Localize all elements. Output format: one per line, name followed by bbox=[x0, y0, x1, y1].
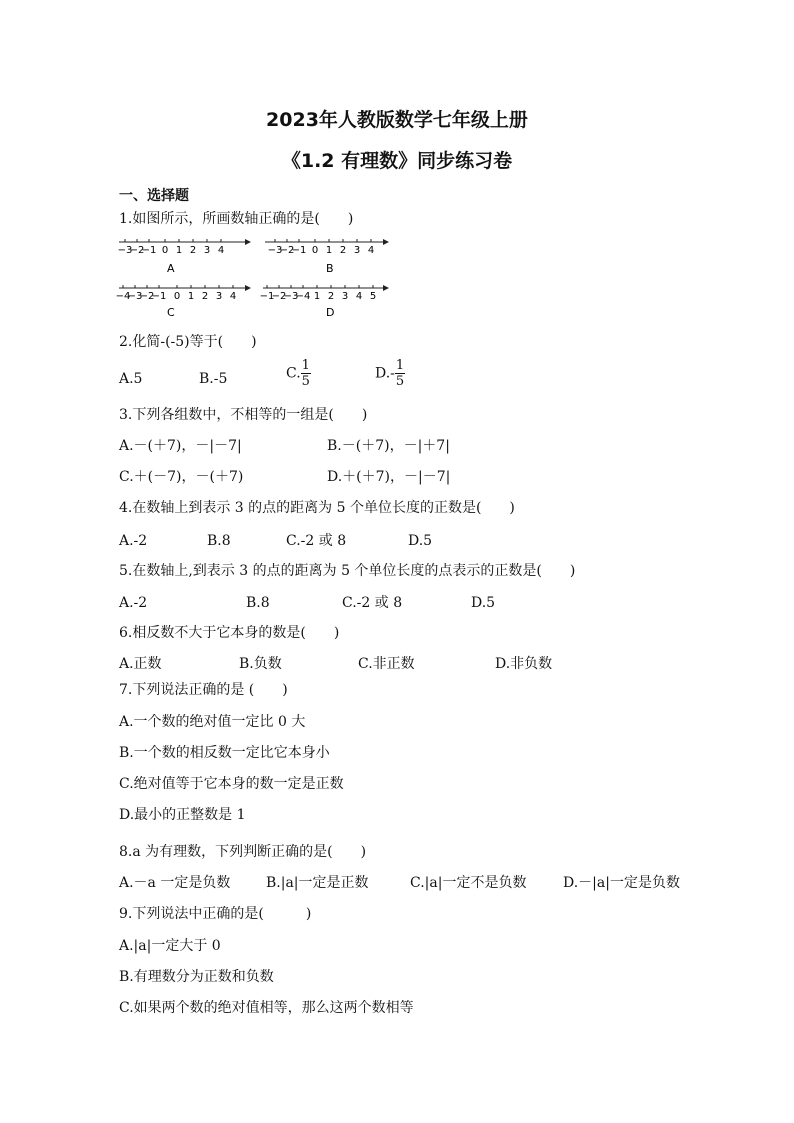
axis-d-arrow bbox=[383, 285, 389, 291]
axis-tick-label: 3 bbox=[341, 291, 349, 302]
q9-option-a: A.|a|一定大于 0 bbox=[119, 938, 221, 954]
axis-b-arrow bbox=[383, 239, 389, 245]
q4-stem: 4.在数轴上到表示 3 的点的距离为 5 个单位长度的正数是( ) bbox=[119, 500, 515, 516]
axis-tick-label: 1 bbox=[313, 291, 321, 302]
section-heading: 一、选择题 bbox=[119, 188, 189, 204]
axis-tick-label: 4 bbox=[355, 291, 363, 302]
q2-option-d bbox=[375, 358, 405, 389]
axis-tick-label: 0 bbox=[173, 291, 181, 302]
q6-option-a: A.正数 bbox=[119, 656, 162, 672]
axis-a-letter: A bbox=[167, 262, 175, 275]
axis-tick-label: 3 bbox=[353, 245, 361, 256]
axis-tick-label: −3 bbox=[117, 245, 133, 256]
axis-tick-label: −3 bbox=[267, 245, 283, 256]
axis-tick-label: −1 bbox=[259, 291, 275, 302]
q8-option-c: C.|a|一定不是负数 bbox=[410, 875, 527, 891]
page-title: 2023年人教版数学七年级上册 bbox=[266, 109, 528, 131]
axis-tick-label: 2 bbox=[327, 291, 335, 302]
q5-option-b: B.8 bbox=[246, 595, 270, 611]
axis-tick-label: 0 bbox=[161, 245, 169, 256]
axis-c-letter: C bbox=[167, 306, 175, 319]
axis-tick-label: 2 bbox=[201, 291, 209, 302]
axis-d bbox=[260, 285, 389, 319]
q5-option-c: C.-2 或 8 bbox=[342, 595, 403, 611]
axis-tick-label: −1 bbox=[141, 245, 157, 256]
axis-tick-label: 4 bbox=[217, 245, 225, 256]
q9-option-b: B.有理数分为正数和负数 bbox=[119, 969, 274, 985]
axis-c bbox=[116, 285, 251, 319]
axis-d-letter: D bbox=[326, 306, 335, 319]
q6-option-c: C.非正数 bbox=[358, 656, 415, 672]
axis-b bbox=[265, 239, 389, 275]
axis-tick-label: −4 bbox=[115, 291, 131, 302]
q3-option-c: C.＋(－7)，－(＋7) bbox=[119, 469, 244, 485]
q5-option-d: D.5 bbox=[471, 595, 496, 611]
axis-b-letter: B bbox=[326, 262, 334, 275]
q2-option-d-prefix: D.- bbox=[375, 365, 395, 382]
q2-option-c-prefix: C. bbox=[286, 365, 301, 382]
q3-option-b: B.－(＋7)，－|＋7| bbox=[327, 438, 450, 454]
q6-stem: 6.相反数不大于它本身的数是( ) bbox=[119, 625, 340, 641]
q2-option-b: B.-5 bbox=[199, 371, 228, 387]
q5-stem: 5.在数轴上,到表示 3 的点的距离为 5 个单位长度的点表示的正数是( ) bbox=[119, 563, 576, 579]
q2-option-c bbox=[286, 358, 311, 389]
q2-option-c-denominator: 5 bbox=[301, 374, 310, 389]
q2-option-d-denominator: 5 bbox=[395, 374, 405, 389]
q4-option-a: A.-2 bbox=[119, 533, 148, 549]
q7-option-c: C.绝对值等于它本身的数一定是正数 bbox=[119, 776, 344, 792]
q8-stem: 8.a 为有理数，下列判断正确的是( ) bbox=[119, 844, 367, 860]
axis-tick-label: −3 bbox=[127, 291, 143, 302]
q3-stem: 3.下列各组数中，不相等的一组是( ) bbox=[119, 407, 368, 423]
axis-tick-label: −2 bbox=[129, 245, 145, 256]
q4-option-d: D.5 bbox=[408, 533, 433, 549]
axis-tick-label: −1 bbox=[291, 245, 307, 256]
axis-tick-label: 4 bbox=[367, 245, 375, 256]
axis-tick-label: −2 bbox=[271, 291, 287, 302]
axis-tick-label: −4 bbox=[295, 291, 311, 302]
q6-option-b: B.负数 bbox=[239, 656, 282, 672]
axis-tick-label: 3 bbox=[215, 291, 223, 302]
axis-tick-label: −2 bbox=[139, 291, 155, 302]
q2-option-c-fraction bbox=[301, 358, 311, 389]
axis-a-arrow bbox=[245, 239, 251, 245]
q1-number-line-figure bbox=[115, 236, 405, 322]
q6-option-d: D.非负数 bbox=[495, 656, 553, 672]
axis-a bbox=[118, 239, 251, 275]
axis-c-arrow bbox=[245, 285, 251, 291]
q8-option-a: A.－a 一定是负数 bbox=[119, 875, 231, 891]
q8-option-d: D.－|a|一定是负数 bbox=[563, 875, 680, 891]
q9-stem: 9.下列说法中正确的是( ) bbox=[119, 906, 312, 922]
q2-option-d-numerator: 1 bbox=[395, 358, 405, 373]
q7-option-b: B.一个数的相反数一定比它本身小 bbox=[119, 745, 330, 761]
q5-option-a: A.-2 bbox=[119, 595, 148, 611]
axis-tick-label: 1 bbox=[175, 245, 183, 256]
q1-stem: 1.如图所示，所画数轴正确的是( ) bbox=[119, 211, 354, 227]
axis-tick-label: 1 bbox=[187, 291, 195, 302]
q7-option-a: A.一个数的绝对值一定比 0 大 bbox=[119, 714, 306, 730]
q7-option-d: D.最小的正整数是 1 bbox=[119, 807, 246, 823]
page-subtitle: 《1.2 有理数》同步练习卷 bbox=[281, 150, 513, 172]
q4-option-b: B.8 bbox=[207, 533, 231, 549]
axis-tick-label: −1 bbox=[151, 291, 167, 302]
q3-option-d: D.＋(＋7)，－|－7| bbox=[327, 469, 451, 485]
axis-tick-label: 2 bbox=[189, 245, 197, 256]
axis-tick-label: −2 bbox=[279, 245, 295, 256]
q9-option-c: C.如果两个数的绝对值相等，那么这两个数相等 bbox=[119, 1000, 414, 1016]
q2-stem: 2.化简-(-5)等于( ) bbox=[119, 334, 257, 350]
axis-tick-label: 3 bbox=[203, 245, 211, 256]
q2-option-a: A.5 bbox=[119, 371, 143, 387]
axis-tick-label: 0 bbox=[311, 245, 319, 256]
q2-option-d-fraction bbox=[395, 358, 405, 389]
q7-stem: 7.下列说法正确的是 ( ) bbox=[119, 682, 288, 698]
q3-option-a: A.－(＋7)，－|－7| bbox=[119, 438, 242, 454]
q8-option-b: B.|a|一定是正数 bbox=[266, 875, 369, 891]
axis-tick-label: 4 bbox=[229, 291, 237, 302]
q4-option-c: C.-2 或 8 bbox=[286, 533, 347, 549]
axis-tick-label: −3 bbox=[283, 291, 299, 302]
axis-tick-label: 2 bbox=[339, 245, 347, 256]
q2-option-c-numerator: 1 bbox=[301, 358, 310, 373]
axis-tick-label: 1 bbox=[325, 245, 333, 256]
axis-tick-label: 5 bbox=[369, 291, 377, 302]
